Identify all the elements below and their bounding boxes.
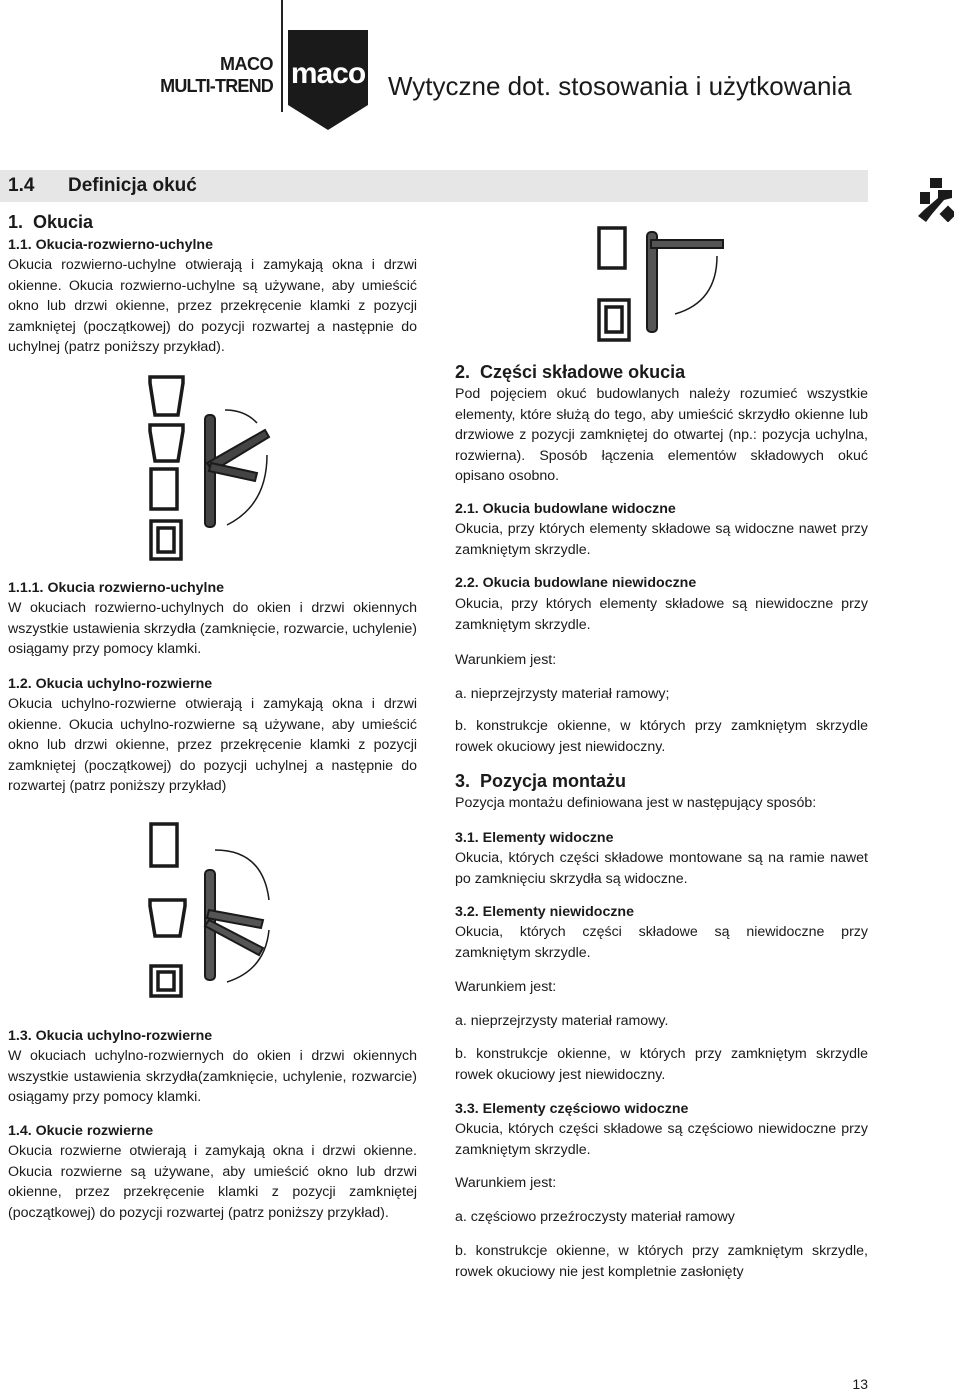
text-3-3: Okucia, których części składowe są częściowo niewidoczne przy zamkniętym skrzydle. <box>455 1121 868 1158</box>
text-2: Pod pojęciem okuć budowlanych należy rozumieć wszystkie elementy, które służą do tego, aby umieścić skrzydło okienne lub drzwiowe z pozycji zamkniętej do otwartej (np.: pozycja uchylna, rozwierna). Sposób łączenia elementów składowych okuć opisano osobno. <box>455 386 868 484</box>
text-1-3: W okuciach uchylno-rozwiernych do okien i drzwi okiennych wszystkie ustawienia skrzydła(zamknięcie, uchylenie, rozwarcie) osiągamy przy pomocy klamki. <box>8 1048 417 1105</box>
heading-3-3: 3.3. Elementy częściowo widoczne <box>455 1101 689 1117</box>
heading-1-3: 1.3. Okucia uchylno-rozwierne <box>8 1028 213 1044</box>
page-title: Wytyczne dot. stosowania i użytkowania <box>388 71 852 101</box>
heading-1-2: 1.2. Okucia uchylno-rozwierne <box>8 676 213 692</box>
item-2-2-a: a. nieprzejrzysty materiał ramowy; <box>455 686 670 702</box>
item-3-3-b: b. konstrukcje okienne, w których przy zamkniętym skrzydle, rowek okuciowy nie jest kompletnie zasłonięty <box>455 1243 868 1280</box>
section-number: 1.4 <box>8 175 35 196</box>
heading-3-2: 3.2. Elementy niewidoczne <box>455 904 634 920</box>
figure-turn-tilt <box>145 820 285 1000</box>
logo-text: maco <box>290 57 366 90</box>
brand-line1: MACO <box>220 54 273 74</box>
text-1-4: Okucia rozwierne otwierają i zamykają okna i drzwi okienne. Okucia rozwierne są używane, aby umieścić okno lub drzwi okienne, przez przekręcenie klamki z pozycji zamkniętej (początkowej) do pozycji rozwartej (patrz poniższy przykład). <box>8 1143 417 1221</box>
text-2-2: Okucia, przy których elementy składowe są niewidoczne przy zamkniętym skrzydle. <box>455 596 868 633</box>
figure-turn-only <box>595 222 735 347</box>
page-number: 13 <box>852 1376 868 1392</box>
heading-3-1: 3.1. Elementy widoczne <box>455 830 614 846</box>
requirement-3-2: Warunkiem jest: <box>455 979 557 995</box>
heading-1-1: 1.1. Okucia-rozwierno-uchylne <box>8 237 213 253</box>
text-1-1-1: W okuciach rozwierno-uchylnych do okien i drzwi okiennych wszystkie ustawienia skrzydła (zamknięcie, rozwarcie, uchylenie) osiągamy przy pomocy klamki. <box>8 600 417 657</box>
heading-3: 3. Pozycja montażu <box>455 771 627 791</box>
heading-1-1-1: 1.1.1. Okucia rozwierno-uchylne <box>8 580 225 596</box>
text-3-2: Okucia, których części składowe są niewidoczne przy zamkniętym skrzydle. <box>455 924 868 961</box>
text-1-2: Okucia uchylno-rozwierne otwierają i zamykają okna i drzwi okienne. Okucia uchylno-rozwierne są używane, aby umieścić okno lub drzwi okienne, przez przekręcenie klamki z pozycji zamkniętej (początkowej) do pozycji uchylnej a następnie do rozwartej (patrz poniższy przykład) <box>8 696 417 794</box>
figure-tilt-turn <box>145 375 285 565</box>
item-3-3-a: a. częściowo przeźroczysty materiał ramowy <box>455 1209 735 1225</box>
heading-1-4: 1.4. Okucie rozwierne <box>8 1123 154 1139</box>
header-divider <box>281 0 283 112</box>
text-3-1: Okucia, których części składowe montowane są na ramie nawet po zamknięciu skrzydła są widoczne. <box>455 850 868 887</box>
heading-2-1: 2.1. Okucia budowlane widoczne <box>455 501 676 517</box>
heading-okucia: 1. Okucia <box>8 212 94 232</box>
maco-logo <box>288 30 368 130</box>
text-1-1: Okucia rozwierno-uchylne otwierają i zamykają okna i drzwi okienne. Okucia rozwierno-uchylne są używane, aby umieścić okno lub drzwi okienne, przez przekręcenie klamki z pozycji zamkniętej (początkowej) do pozycji rozwartej a następnie do uchylnej (patrz poniższy przykład). <box>8 257 417 355</box>
heading-2-2: 2.2. Okucia budowlane niewidoczne <box>455 575 697 591</box>
item-3-2-b: b. konstrukcje okienne, w których przy zamkniętym skrzydle rowek okuciowy jest niewidoczny. <box>455 1046 868 1083</box>
requirement-2-2: Warunkiem jest: <box>455 652 557 668</box>
wrench-icon <box>918 178 954 222</box>
heading-2: 2. Części składowe okucia <box>455 362 686 382</box>
text-3: Pozycja montażu definiowana jest w następujący sposób: <box>455 795 817 811</box>
brand-line2: MULTI-TREND <box>160 76 273 96</box>
section-title: Definicja okuć <box>68 175 197 196</box>
item-3-2-a: a. nieprzejrzysty materiał ramowy. <box>455 1013 669 1029</box>
requirement-3-3: Warunkiem jest: <box>455 1175 557 1191</box>
text-2-1: Okucia, przy których elementy składowe są widoczne nawet przy zamkniętym skrzydle. <box>455 521 868 558</box>
item-2-2-b: b. konstrukcje okienne, w których przy zamkniętym skrzydle rowek okuciowy jest niewidoczny. <box>455 718 868 755</box>
